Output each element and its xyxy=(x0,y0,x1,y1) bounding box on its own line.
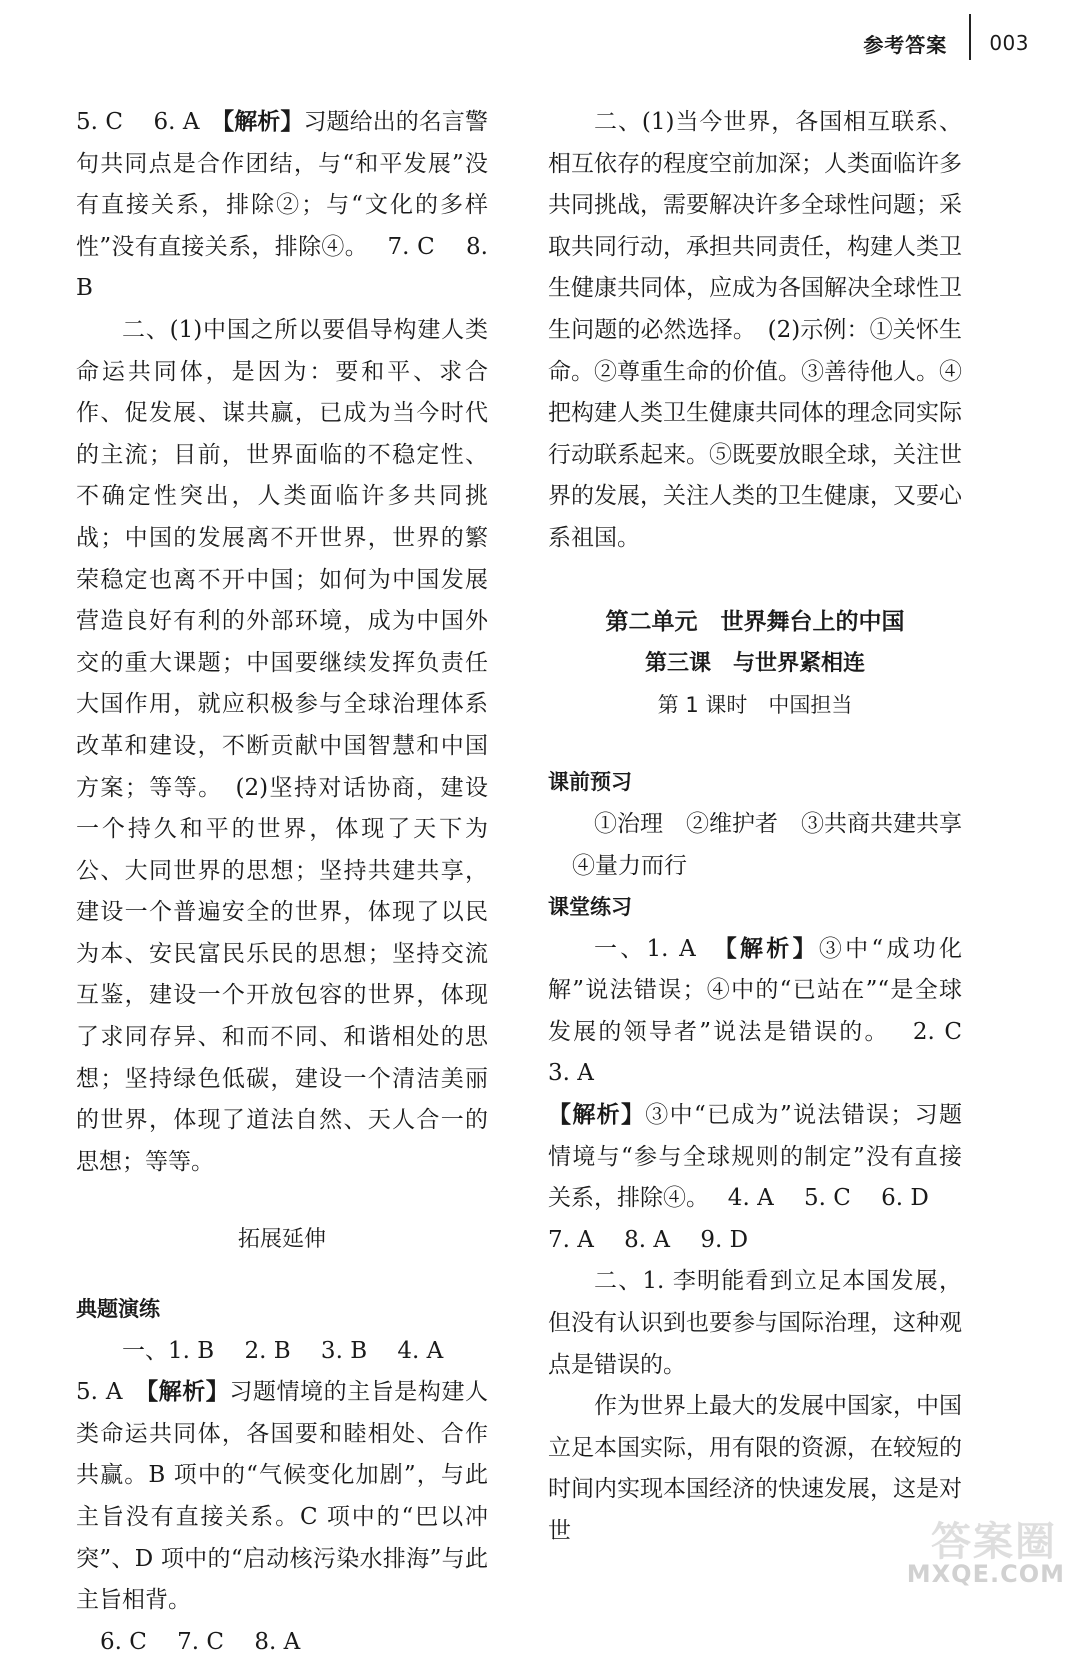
answer-paragraph-8: 作为世界上最大的发展中国家，中国立足本国实际，用有限的资源，在较短的时间内实现本国经济的快速发展，这是对世 xyxy=(548,1393,962,1544)
page-header xyxy=(863,26,1029,60)
analysis-tag: 【解析】 xyxy=(548,1102,646,1129)
period-title: 第 1 课时 中国担当 xyxy=(657,692,853,717)
answer-numbers: 一、1. A xyxy=(594,935,726,962)
watermark-logo: 答案圈 xyxy=(931,1519,1057,1565)
answer-paragraph-3 xyxy=(76,1372,488,1622)
answer-paragraph-4: 二、(1)当今世界，各国相互联系、相互依存的程度空前加深；人类面临许多共同挑战，需要解决许多全球性问题；采取共同行动，承担共同责任，构建人类卫生健康共同体，应成为各国解决全球性卫生问题的必然选择。 (2)示例：①关怀生命。②尊重生命的价值。③善待他人。④把构建人类卫生健康共同体的理念同实际行动联系起来。⑤既要放眼全球，关注世界的发展，关注人类的卫生健康，又要心系祖国。 xyxy=(548,109,962,551)
practice-title: 课堂练习 xyxy=(548,895,632,920)
watermark-site: MXQE.COM xyxy=(906,1560,1065,1588)
answer-line: 6. C 7. C 8. A xyxy=(100,1628,301,1655)
preview-title: 课前预习 xyxy=(548,770,632,795)
answer-line: 一、1. B 2. B 3. B 4. A xyxy=(122,1337,444,1364)
answer-paragraph-2: 二、(1)中国之所以要倡导构建人类命运共同体，是因为：要和平、求合作、促发展、谋共赢，已成为当今时代的主流；目前，世界面临的不稳定性、不确定性突出，人类面临许多共同挑战；中国的发展离不开世界，世界的繁荣稳定也离不开中国；如何为中国发展营造良好有利的外部环境，成为中国外交的重大课题；中国要继续发挥负责任大国作用，就应积极参与全球治理体系改革和建设，不断贡献中国智慧和中国方案；等等。 (2)坚持对话协商，建设一个持久和平的世界，体现了天下为公、大同世界的思想；坚持共建共享，建设一个普遍安全的世界，体现了以民为本、安民富民乐民的思想；坚持交流互鉴，建设一个开放包容的世界，体现了求同存异、和而不同、和谐相处的思想；坚持绿色低碳，建设一个清洁美丽的世界，体现了道法自然、天人合一的思想；等等。 xyxy=(76,316,488,1175)
unit-title: 第二单元 世界舞台上的中国 xyxy=(605,608,905,635)
analysis-text: 习题情境的主旨是构建人类命运共同体，各国要和睦相处、合作共赢。B 项中的“气候变化加剧”，与此主旨没有直接关系。C 项中的“巴以冲突”、D 项中的“启动核污染水排海”与此主旨相背。 xyxy=(76,1379,489,1614)
analysis-tag: 【解析】 xyxy=(725,935,819,962)
spacer xyxy=(76,1261,488,1289)
analysis-tag: 【解析】 xyxy=(146,1379,230,1406)
answer-paragraph-7: 二、1. 李明能看到立足本国发展，但没有认识到也要参与国际治理，这种观点是错误的。 xyxy=(548,1268,962,1378)
answer-numbers: 5. A xyxy=(76,1379,147,1406)
answer-numbers: 5. C 6. A xyxy=(76,109,223,135)
analysis-text: 习题给出的名言警句共同点是合作团结，与“和平发展”没有直接关系，排除②；与“文化的多样性”没有直接关系，排除④。 7. C 8. B xyxy=(76,109,489,302)
section-title: 拓展延伸 xyxy=(237,1227,326,1253)
left-column xyxy=(76,102,488,1663)
preview-answers: ①治理 ②维护者 ③共商共建共享 xyxy=(594,810,962,837)
lesson-title: 第三课 与世界紧相连 xyxy=(644,651,865,677)
watermark xyxy=(855,1510,1065,1588)
right-column xyxy=(548,102,993,1553)
subsection-title: 典题演练 xyxy=(76,1297,160,1322)
analysis-text: ③中“已成为”说法错误；习题情境与“参与全球规则的制定”没有直接关系，排除④。 4. A 5. C 6. D xyxy=(548,1102,962,1212)
answer-paragraph-6 xyxy=(548,1095,962,1220)
header-label: 参考答案 xyxy=(863,32,948,57)
answer-paragraph-1 xyxy=(76,102,488,310)
analysis-text: ③中“成功化解”说法错误；④中的“已站在”“是全球发展的领导者”说法是错误的。 2. C 3. A xyxy=(548,935,993,1087)
answer-paragraph-5 xyxy=(548,929,993,1095)
spacer xyxy=(548,726,962,762)
preview-answers: ④量力而行 xyxy=(572,852,687,879)
spacer xyxy=(76,1183,488,1219)
answer-line: 7. A 8. A 9. D xyxy=(548,1226,749,1253)
header-divider xyxy=(969,14,971,60)
page-number: 003 xyxy=(989,31,1029,55)
analysis-tag: 【解析】 xyxy=(222,109,304,135)
